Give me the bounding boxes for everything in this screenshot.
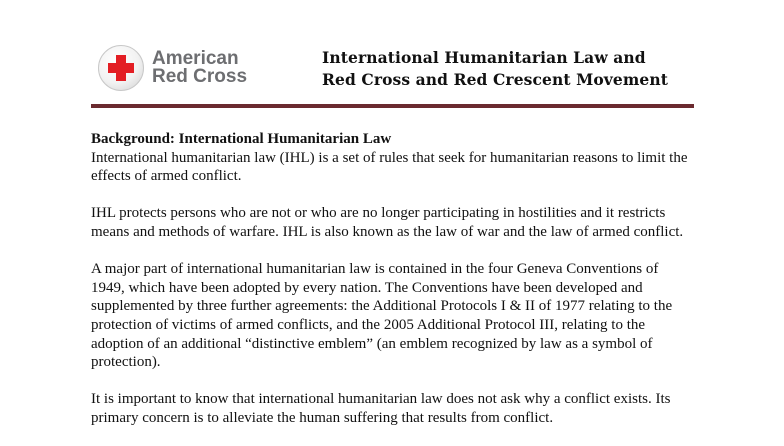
- logo-wordmark: [152, 50, 247, 86]
- paragraph-ihl-protections: IHL protects persons who are not or who are no longer participating in hostilities and it restricts means and methods of warfare. IHL is also known as the law of war and the law of armed conflict.: [91, 205, 684, 240]
- document-title-line-1: International Humanitarian Law and: [322, 48, 646, 67]
- paragraph-ihl-definition: International humanitarian law (IHL) is a set of rules that seek for humanitarian reasons to limit the effects of armed conflict.: [91, 149, 688, 185]
- document-title-line-2: Red Cross and Red Crescent Movement: [322, 70, 668, 89]
- section-heading: Background: International Humanitarian Law: [91, 131, 392, 147]
- paragraph-primary-concern: It is important to know that international humanitarian law does not ask why a conflict exists. Its primary concern is to alleviate the human suffering that results from conflict.: [91, 391, 671, 426]
- header-divider: [91, 104, 694, 108]
- american-red-cross-logo: [98, 45, 247, 91]
- logo-line-2: Red Cross: [152, 66, 248, 87]
- document-title: [322, 47, 668, 91]
- paragraph-geneva-conventions: A major part of international humanitarian law is contained in the four Geneva Conventions of 1949, which have been adopted by every nation. The Conventions have been developed and supplemented by three further agreements: the Additional Protocols I & II of 1977 relating to the protection of victims of armed conflicts, and the 2005 Additional Protocol III, relating to the adoption of an additional “distinctive emblem” (an emblem recognized by law as a symbol of protection).: [91, 261, 673, 371]
- red-cross-icon: [98, 45, 144, 91]
- logo-line-1: American: [152, 48, 239, 69]
- document-body: [91, 130, 693, 446]
